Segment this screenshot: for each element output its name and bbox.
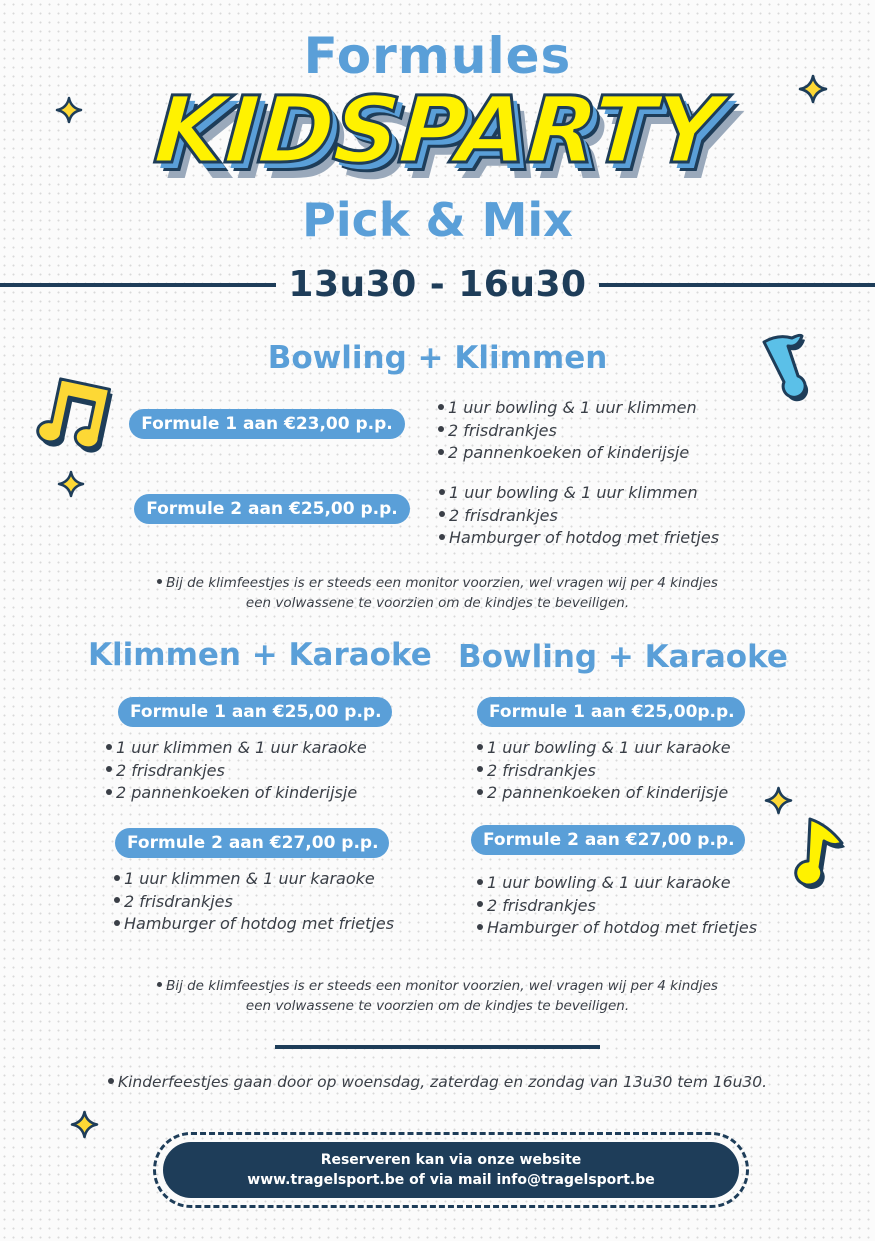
formula-pill: Formule 2 aan €27,00 p.p.: [115, 828, 389, 858]
section-heading-bowling-karaoke: Bowling + Karaoke: [458, 639, 788, 675]
monitor-note-line1: Bij de klimfeestjes is er steeds een monitor voorzien, wel vragen wij per 4 kindjes: [0, 976, 875, 996]
monitor-note: [0, 573, 875, 613]
list-item: 2 pannenkoeken of kinderijsje: [106, 782, 367, 805]
formula-items: [477, 737, 731, 805]
divider-line-right: [599, 283, 875, 287]
reservation-banner: [163, 1142, 739, 1198]
reservation-box: [153, 1132, 749, 1208]
list-item: Hamburger of hotdog met frietjes: [114, 913, 394, 936]
formula-pill: Formule 1 aan €23,00 p.p.: [129, 409, 405, 439]
reservation-line1: Reserveren kan via onze website: [320, 1152, 582, 1168]
divider-line-left: [0, 283, 276, 287]
list-item: 2 frisdrankjes: [438, 420, 697, 443]
time-range-bar: [0, 262, 875, 308]
section-heading-bowling-klimmen: Bowling + Klimmen: [267, 340, 608, 376]
monitor-note: [0, 976, 875, 1016]
party-days-note: Kinderfeestjes gaan door op woensdag, zaterdag en zondag van 13u30 tem 16u30.: [0, 1070, 875, 1094]
single-music-note-icon: [790, 815, 848, 885]
divider: [275, 1045, 600, 1049]
time-range: 13u30 - 16u30: [288, 264, 587, 305]
list-item: 1 uur klimmen & 1 uur karaoke: [114, 868, 394, 891]
monitor-note-line1: Bij de klimfeestjes is er steeds een monitor voorzien, wel vragen wij per 4 kindjes: [0, 573, 875, 593]
formula-items: [439, 482, 719, 550]
subtitle-pick-mix: Pick & Mix: [302, 193, 573, 247]
monitor-note-line2: een volwassene te voorzien om de kindjes te beveiligen.: [245, 998, 630, 1014]
list-item: 1 uur bowling & 1 uur karaoke: [477, 872, 757, 895]
list-item: 1 uur bowling & 1 uur klimmen: [438, 397, 697, 420]
list-item: 1 uur klimmen & 1 uur karaoke: [106, 737, 367, 760]
list-item: 2 frisdrankjes: [106, 760, 367, 783]
formula-items: [438, 397, 697, 465]
sparkle-star-icon: [765, 787, 792, 814]
list-item: 2 pannenkoeken of kinderijsje: [438, 442, 697, 465]
list-item: 2 frisdrankjes: [477, 760, 731, 783]
double-music-note-icon: [32, 372, 112, 452]
formula-items: [477, 872, 757, 940]
formula-pill: Formule 1 aan €25,00p.p.: [477, 697, 745, 727]
list-item: 1 uur bowling & 1 uur klimmen: [439, 482, 719, 505]
list-item: 1 uur bowling & 1 uur karaoke: [477, 737, 731, 760]
list-item: Hamburger of hotdog met frietjes: [477, 917, 757, 940]
formula-pill: Formule 2 aan €25,00 p.p.: [134, 494, 410, 524]
list-item: 2 frisdrankjes: [477, 895, 757, 918]
sparkle-star-icon: [71, 1111, 98, 1138]
formula-items: [114, 868, 394, 936]
section-heading-klimmen-karaoke: Klimmen + Karaoke: [88, 637, 432, 673]
title-kidsparty: KIDSPARTY: [151, 77, 724, 184]
monitor-note-line2: een volwassene te voorzien om de kindjes te beveiligen.: [245, 595, 630, 611]
formula-pill: Formule 1 aan €25,00 p.p.: [118, 697, 392, 727]
title-formules: Formules: [303, 27, 572, 85]
formula-pill: Formule 2 aan €27,00 p.p.: [471, 825, 745, 855]
list-item: 2 frisdrankjes: [439, 505, 719, 528]
reservation-contact-links[interactable]: www.tragelsport.be of via mail info@tragelsport.be: [247, 1172, 655, 1188]
list-item: 2 pannenkoeken of kinderijsje: [477, 782, 731, 805]
list-item: Hamburger of hotdog met frietjes: [439, 527, 719, 550]
formula-items: [106, 737, 367, 805]
list-item: 2 frisdrankjes: [114, 891, 394, 914]
sparkle-star-icon: [58, 471, 84, 497]
